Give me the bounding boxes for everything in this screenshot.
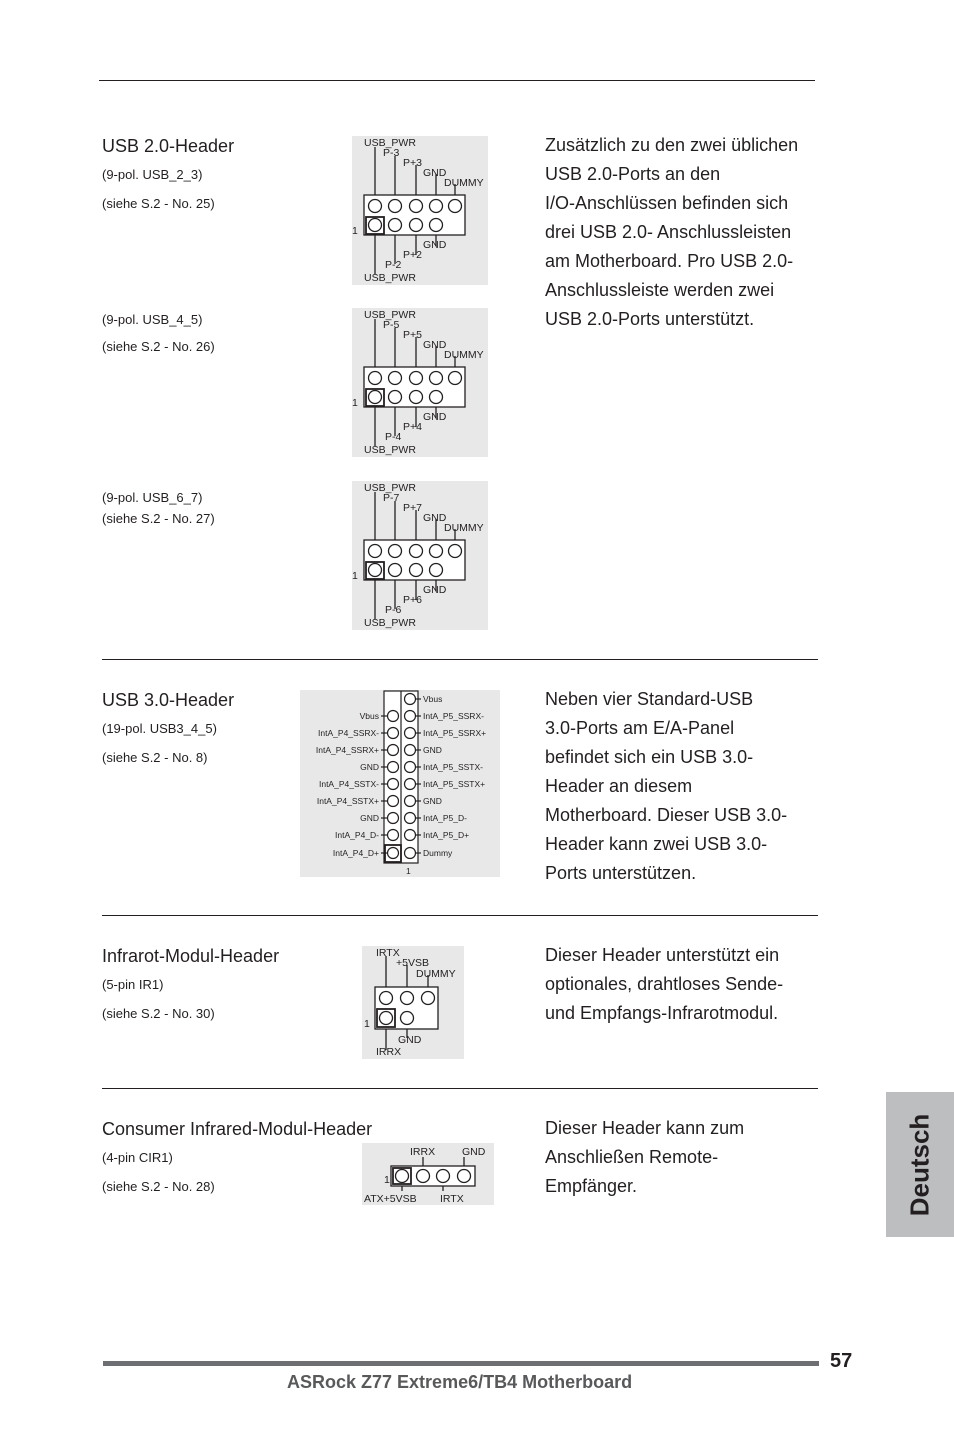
cir-title: Consumer Infrared-Modul-Header xyxy=(102,1119,373,1139)
section-divider xyxy=(102,915,818,916)
language-tab-label: Deutsch xyxy=(904,1113,935,1216)
pin-label: P+4 xyxy=(403,421,422,433)
desc-line: Dieser Header kann zum xyxy=(545,1118,745,1138)
usb2-h1-pins: (9-pol. USB_2_3) xyxy=(102,167,203,182)
pin-label: GND xyxy=(423,796,442,806)
pin-label: P-3 xyxy=(383,147,400,159)
desc-line: optionales, drahtloses Sende- xyxy=(545,974,784,994)
page-number: 57 xyxy=(830,1350,853,1372)
pin-label: USB_PWR xyxy=(364,272,416,284)
pin-label: USB_PWR xyxy=(364,309,416,321)
desc-line: Neben vier Standard-USB xyxy=(545,689,754,709)
pin1-label: 1 xyxy=(406,866,411,876)
usb2-title: USB 2.0-Header xyxy=(102,136,235,156)
desc-line: Empfänger. xyxy=(545,1176,638,1196)
language-tab xyxy=(886,1092,954,1237)
pin-label: IntA_P5_SSRX- xyxy=(423,711,484,721)
pin-label: GND xyxy=(360,762,379,772)
ir-ref: (siehe S.2 - No. 30) xyxy=(102,1006,215,1021)
pin-label: GND xyxy=(423,512,447,524)
pin-label: IntA_P4_D+ xyxy=(332,848,379,858)
pin-label: +5VSB xyxy=(396,957,429,969)
pin-label: P+6 xyxy=(403,594,422,606)
usb2-h2-pins: (9-pol. USB_4_5) xyxy=(102,312,203,327)
pin-label: GND xyxy=(423,167,447,179)
usb2-header-diagram-2 xyxy=(352,308,488,457)
pin-label: IntA_P4_D- xyxy=(335,830,379,840)
usb3-description xyxy=(545,685,787,888)
pin-label: IntA_P4_SSRX- xyxy=(318,728,379,738)
pin-label: GND xyxy=(423,339,447,351)
pin-label: P+3 xyxy=(403,157,422,169)
desc-line: Header an diesem xyxy=(545,776,693,796)
pin-label: IntA_P5_SSRX+ xyxy=(423,728,487,738)
pin-label: IntA_P5_D- xyxy=(423,813,467,823)
section-divider xyxy=(102,659,818,660)
desc-line: und Empfangs-Infrarotmodul. xyxy=(545,1003,779,1023)
pin-label: P+5 xyxy=(403,329,422,341)
pin-label: P+2 xyxy=(403,249,422,261)
pin-label: IntA_P5_SSTX- xyxy=(423,762,484,772)
desc-line: USB 2.0-Ports an den xyxy=(545,164,721,184)
usb2-description xyxy=(545,131,798,334)
desc-line: Motherboard. Dieser USB 3.0- xyxy=(545,805,788,825)
pin-label: P-2 xyxy=(385,259,402,271)
pin-label: DUMMY xyxy=(416,968,456,980)
pin-label: Vbus xyxy=(359,711,379,721)
ir-header-diagram xyxy=(362,946,464,1059)
section-divider xyxy=(102,1088,818,1089)
pin1-label: 1 xyxy=(352,570,358,582)
pin-label: IntA_P4_SSRX+ xyxy=(315,745,379,755)
pin-label: P-5 xyxy=(383,319,400,331)
ir-title: Infrarot-Modul-Header xyxy=(102,946,280,966)
pin-label: GND xyxy=(423,745,442,755)
pin-label: Dummy xyxy=(423,848,453,858)
pin1-label: 1 xyxy=(364,1018,370,1030)
usb3-ref: (siehe S.2 - No. 8) xyxy=(102,750,208,765)
pin-label: GND xyxy=(423,411,447,423)
desc-line: USB 2.0-Ports unterstützt. xyxy=(545,309,755,329)
usb3-header-diagram xyxy=(300,690,500,877)
pin-label: P+7 xyxy=(403,502,422,514)
usb2-h3-ref: (siehe S.2 - No. 27) xyxy=(102,511,215,526)
pin-label: ATX+5VSB xyxy=(364,1193,417,1205)
pin1-label: 1 xyxy=(352,397,358,409)
pin1-label: 1 xyxy=(384,1174,390,1186)
pin-label: USB_PWR xyxy=(364,137,416,149)
desc-line: I/O-Anschlüssen befinden sich xyxy=(545,193,789,213)
desc-line: Dieser Header unterstützt ein xyxy=(545,945,780,965)
desc-line: Header kann zwei USB 3.0- xyxy=(545,834,768,854)
pin-label: IRRX xyxy=(410,1146,436,1158)
usb2-header-diagram-1 xyxy=(352,136,488,285)
pin-label: IRTX xyxy=(440,1193,464,1205)
desc-line: befindet sich ein USB 3.0- xyxy=(545,747,754,767)
desc-line: am Motherboard. Pro USB 2.0- xyxy=(545,251,794,271)
pin-label: USB_PWR xyxy=(364,482,416,494)
pin-label: DUMMY xyxy=(444,177,484,189)
pin-label: GND xyxy=(462,1146,486,1158)
pin-label: IntA_P4_SSTX+ xyxy=(316,796,379,806)
pin-label: DUMMY xyxy=(444,522,484,534)
cir-pins: (4-pin CIR1) xyxy=(102,1150,173,1165)
pin-label: IntA_P5_SSTX+ xyxy=(423,779,486,789)
pin-label: GND xyxy=(398,1034,422,1046)
desc-line: Zusätzlich zu den zwei üblichen xyxy=(545,135,799,155)
footer-title: ASRock Z77 Extreme6/TB4 Motherboard xyxy=(287,1372,633,1392)
usb3-title: USB 3.0-Header xyxy=(102,690,235,710)
pin-label: USB_PWR xyxy=(364,444,416,456)
pin-label: IRRX xyxy=(376,1046,402,1058)
desc-line: Ports unterstützen. xyxy=(545,863,697,883)
usb2-h2-ref: (siehe S.2 - No. 26) xyxy=(102,339,215,354)
cir-header-diagram xyxy=(362,1143,494,1205)
usb2-h1-ref: (siehe S.2 - No. 25) xyxy=(102,196,215,211)
desc-line: 3.0-Ports am E/A-Panel xyxy=(545,718,735,738)
pin-label: IRTX xyxy=(376,947,400,959)
pin1-label: 1 xyxy=(352,225,358,237)
pin-label: Vbus xyxy=(423,694,443,704)
desc-line: Anschlussleiste werden zwei xyxy=(545,280,775,300)
usb2-h3-pins: (9-pol. USB_6_7) xyxy=(102,490,203,505)
footer-bar xyxy=(103,1361,819,1366)
pin-label: USB_PWR xyxy=(364,617,416,629)
pin-label: GND xyxy=(360,813,379,823)
pin-label: GND xyxy=(423,239,447,251)
ir-pins: (5-pin IR1) xyxy=(102,977,164,992)
pin-label: DUMMY xyxy=(444,349,484,361)
usb3-pins: (19-pol. USB3_4_5) xyxy=(102,721,217,736)
pin-label: P-4 xyxy=(385,431,402,443)
pin-label: P-7 xyxy=(383,492,400,504)
cir-ref: (siehe S.2 - No. 28) xyxy=(102,1179,215,1194)
pin-label: IntA_P5_D+ xyxy=(423,830,470,840)
pin-label: P-6 xyxy=(385,604,402,616)
pin-label: GND xyxy=(423,584,447,596)
top-rule xyxy=(99,80,815,81)
desc-line: drei USB 2.0- Anschlussleisten xyxy=(545,222,792,242)
desc-line: Anschließen Remote- xyxy=(545,1147,719,1167)
usb2-header-diagram-3 xyxy=(352,481,488,630)
cir-description xyxy=(545,1114,744,1201)
pin-label: IntA_P4_SSTX- xyxy=(318,779,379,789)
ir-description xyxy=(545,941,783,1028)
